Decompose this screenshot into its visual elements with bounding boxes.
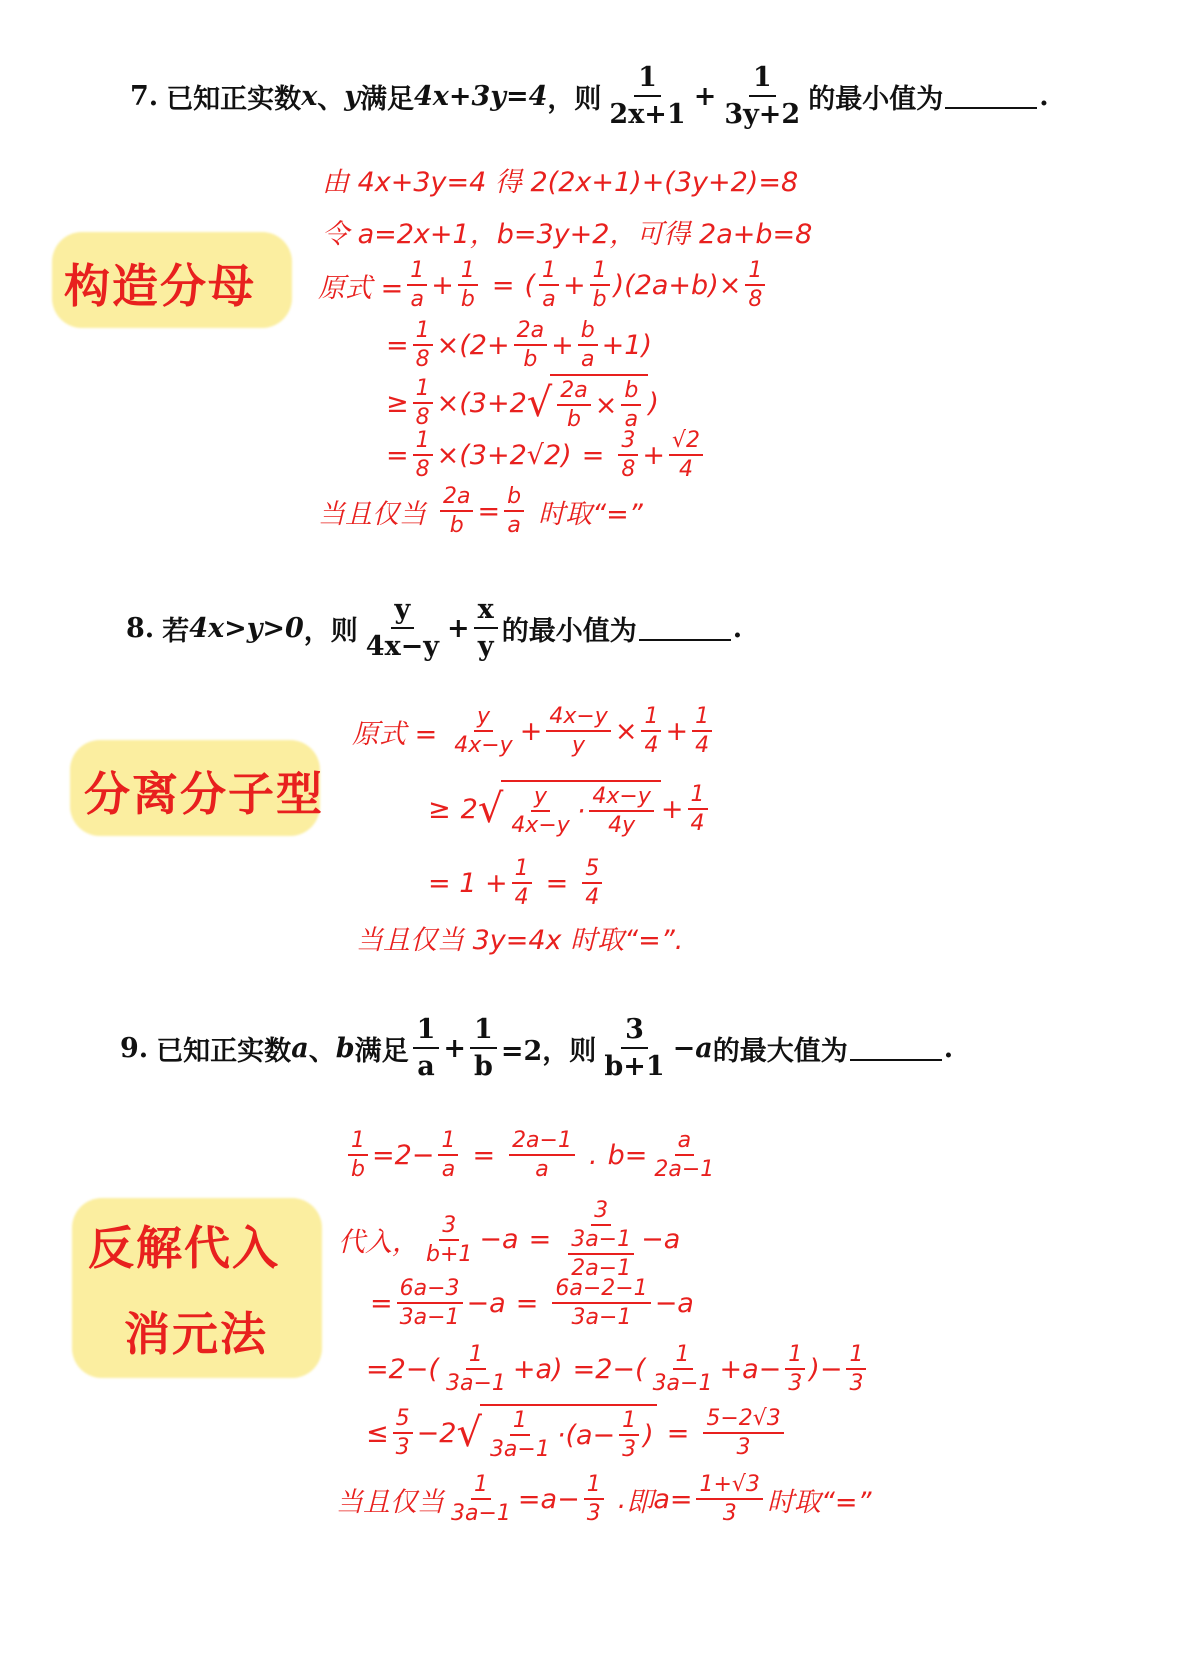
denominator: b [474, 1051, 493, 1082]
sep: 、 [308, 1035, 336, 1067]
fraction: $\frac{5-2√3}{3}$ [703, 1406, 783, 1460]
numerator: 3 [621, 1014, 648, 1049]
sqrt: √ $\frac{2a}{b}$ × $\frac{b}{a}$ [527, 374, 649, 432]
condition: 4x>y>0 [189, 612, 304, 644]
fraction: $\frac{1}{4}$ [692, 704, 712, 758]
solution-line: = $\frac{1}{8}$ ×(3+2√2) = $\frac{3}{8}$ + $\frac{√2}{4}$ [386, 428, 707, 482]
stem-text: 已知正实数 [156, 1035, 292, 1067]
answer-blank [945, 83, 1037, 109]
fraction: $\frac{2a}{b}$ [440, 484, 473, 538]
solution-text: 原式 = [318, 272, 404, 304]
fraction: $\frac{1}{b}$ [590, 258, 610, 312]
fraction [720, 62, 804, 130]
period: . [943, 1032, 954, 1064]
solution-line: 原式 = $\frac{y}{4x-y}$ + $\frac{4x-y}{y}$ × $\frac{1}{4}$ + $\frac{1}{4}$ [352, 704, 716, 758]
denominator: b+1 [604, 1051, 665, 1082]
fraction: $\frac{2a-1}{a}$ [509, 1128, 575, 1182]
fraction [470, 1014, 497, 1082]
solution-text: 由 4x+3y=4 得 2(2x+1)+(3y+2)=8 [322, 167, 799, 198]
fraction: $\frac{1}{a}$ [539, 258, 559, 312]
solution-text: 令 a=2x+1，b=3y+2，可得 2a+b=8 [322, 219, 813, 250]
solution-line [322, 160, 798, 199]
solution-text: 时取“=” [766, 1486, 872, 1518]
stem-text: 若 [162, 615, 190, 647]
fraction: $\frac{1}{b}$ [458, 258, 478, 312]
fraction: $\frac{√2}{4}$ [669, 428, 703, 482]
stem-text: 已知正实数 [166, 83, 302, 115]
sqrt: √ $\frac{1}{3a-1}$ ·(a− $\frac{1}{3}$ ) [456, 1404, 656, 1462]
numerator: y [391, 594, 415, 629]
method-tag: 消元法 [124, 1307, 268, 1361]
fraction: $\frac{4x-y}{y}$ [546, 704, 610, 758]
solution-text: 原式 = [352, 718, 438, 750]
solution-line: = $\frac{1}{8}$ ×(2+ $\frac{2a}{b}$ + $\frac{b}{a}$ +1) [386, 318, 653, 372]
question-number: 7. [130, 80, 159, 112]
fraction: $\frac{1}{4}$ [512, 856, 532, 910]
fraction: $\frac{1}{8}$ [745, 258, 765, 312]
fraction: $\frac{1}{3}$ [584, 1472, 604, 1526]
solution-text: = [386, 439, 409, 471]
solution-text: 即 [626, 1486, 654, 1518]
stem-text: 满足 [360, 83, 414, 115]
fraction [474, 594, 498, 662]
condition: 4x+3y=4 [414, 80, 548, 112]
fraction: $\frac{5}{4}$ [582, 856, 602, 910]
solution-text: ≥ [386, 387, 409, 419]
method-tag: 构造分母 [64, 259, 256, 313]
stem-text: ，则 [303, 615, 358, 647]
fraction: $\frac{1}{3a-1}$ [652, 1342, 713, 1396]
stem-text: 的最小值为 [808, 83, 944, 115]
fraction: $\frac{1}{3}$ [785, 1342, 805, 1396]
var-y: y [344, 80, 360, 112]
stem-text: =2，则 [500, 1035, 597, 1067]
fraction [362, 594, 443, 662]
fraction: $\frac{3}{8}$ [618, 428, 638, 482]
fraction: $\frac{b}{a}$ [504, 484, 524, 538]
stem-text: 的最小值为 [501, 615, 637, 647]
solution-line: 代入， $\frac{3}{b+1}$ −a = $\frac{3}{\frac{3a-1}{2a-1}}$ −a [338, 1198, 681, 1281]
denominator: y [477, 631, 494, 662]
question-number: 8. [126, 612, 155, 644]
fraction: $\frac{1+√3}{3}$ [696, 1472, 762, 1526]
solution-line: =2−( $\frac{1}{3a-1}$ +a) =2−( $\frac{1}{3a-1}$ +a− $\frac{1}{3}$ )− $\frac{1}{3}$ [366, 1342, 870, 1396]
var-a: a [291, 1032, 309, 1064]
fraction: $\frac{1}{4}$ [641, 704, 661, 758]
fraction: $\frac{2a}{b}$ [514, 318, 547, 372]
solution-text: ≥ [428, 793, 451, 825]
solution-line: 原式 = $\frac{1}{a}$ + $\frac{1}{b}$ = ( $\frac{1}{a}$ + $\frac{1}{b}$ )(2a+b)× $\frac{1}{8}$ [318, 258, 769, 312]
question-number: 9. [120, 1032, 149, 1064]
fraction: $\frac{1}{8}$ [413, 318, 433, 372]
stem-text: 满足 [354, 1035, 409, 1067]
operator: + [693, 80, 717, 112]
fraction [600, 1014, 668, 1082]
fraction: $\frac{3}{b+1}$ [426, 1212, 473, 1267]
fraction [413, 1014, 440, 1082]
fraction: $\frac{1}{a}$ [438, 1128, 458, 1182]
numerator: 1 [470, 1014, 497, 1049]
numerator: 1 [634, 62, 661, 97]
fraction: $\frac{a}{2a-1}$ [654, 1128, 715, 1182]
question-7 [130, 62, 1049, 130]
period: . [732, 612, 743, 644]
fraction: $\frac{3}{\frac{3a-1}{2a-1}}$ [565, 1198, 637, 1281]
sep: 、 [317, 83, 345, 115]
solution-line [356, 918, 683, 957]
answer-blank [639, 615, 731, 641]
fraction: $\frac{1}{8}$ [413, 428, 433, 482]
term: −a [672, 1032, 713, 1064]
denominator: a [417, 1051, 435, 1082]
fraction: $\frac{1}{3a-1}$ [451, 1472, 511, 1526]
solution-text: = [491, 269, 515, 301]
solution-line: = $\frac{6a-3}{3a-1}$ −a = $\frac{6a-2-1}{3a-1}$ −a [370, 1276, 694, 1330]
question-8 [126, 594, 742, 662]
fraction: $\frac{6a-2-1}{3a-1}$ [552, 1276, 650, 1330]
fraction: $\frac{1}{4}$ [688, 782, 708, 836]
operator: + [443, 1032, 466, 1064]
solution-text: 当且仅当 [318, 498, 426, 530]
fraction: $\frac{y}{4x-y}$ [454, 704, 513, 758]
solution-line [322, 212, 812, 251]
solution-line: $\frac{1}{b}$ =2− $\frac{1}{a}$ = $\frac{2a-1}{a}$ . b= $\frac{a}{2a-1}$ [344, 1128, 721, 1182]
solution-text: = [386, 329, 409, 361]
fraction: $\frac{1}{a}$ [407, 258, 427, 312]
solution-text: 当且仅当 3y=4x 时取“=”. [356, 925, 684, 956]
solution-text: 时取“=” [538, 498, 643, 530]
stem-text: ，则 [547, 83, 602, 115]
solution-line: ≥ 2 √ $\frac{y}{4x-y}$ · $\frac{4x-y}{4y}$ + $\frac{1}{4}$ [428, 780, 712, 838]
denominator: 4x−y [365, 631, 439, 662]
fraction: $\frac{5}{3}$ [393, 1406, 413, 1460]
sqrt: √ $\frac{y}{4x-y}$ · $\frac{4x-y}{4y}$ [478, 780, 661, 838]
fraction: $\frac{b}{a}$ [578, 318, 598, 372]
operator: + [447, 612, 470, 644]
fraction: $\frac{1}{3a-1}$ [445, 1342, 506, 1396]
stem-text: 的最大值为 [712, 1035, 848, 1067]
solution-line: 当且仅当 $\frac{2a}{b}$ = $\frac{b}{a}$ 时取“=” [318, 484, 643, 538]
solution-text: = 1 + [428, 867, 508, 899]
solution-line: = 1 + $\frac{1}{4}$ = $\frac{5}{4}$ [428, 856, 606, 910]
answer-blank [850, 1035, 942, 1061]
solution-line: 当且仅当 $\frac{1}{3a-1}$ =a− $\frac{1}{3}$ . 即 a= $\frac{1+√3}{3}$ 时取“=” [336, 1472, 872, 1526]
fraction [605, 62, 689, 130]
numerator: x [474, 594, 498, 629]
period: . [1039, 80, 1049, 112]
fraction: $\frac{6a-3}{3a-1}$ [397, 1276, 463, 1330]
method-tag: 分离分子型 [84, 767, 324, 821]
fraction: $\frac{1}{3}$ [846, 1342, 866, 1396]
solution-text: 当且仅当 [336, 1486, 444, 1518]
denominator: 2x+1 [609, 99, 686, 130]
solution-text: 代入， [338, 1227, 419, 1258]
solution-line: ≥ $\frac{1}{8}$ ×(3+2 √ $\frac{2a}{b}$ × $\frac{b}{a}$ ) [386, 376, 659, 432]
fraction: $\frac{1}{8}$ [413, 376, 433, 430]
denominator: 3y+2 [724, 99, 801, 130]
var-b: b [335, 1032, 355, 1064]
solution-line: ≤ $\frac{5}{3}$ −2 √ $\frac{1}{3a-1}$ ·(a− $\frac{1}{3}$ ) = $\frac{5-2√3}{3}$ [366, 1404, 788, 1462]
method-tag: 反解代入 [88, 1221, 280, 1275]
var-x: x [301, 80, 318, 112]
numerator: 1 [413, 1014, 440, 1049]
question-9 [120, 1014, 953, 1082]
numerator: 1 [749, 62, 776, 97]
fraction: $\frac{1}{b}$ [348, 1128, 368, 1182]
